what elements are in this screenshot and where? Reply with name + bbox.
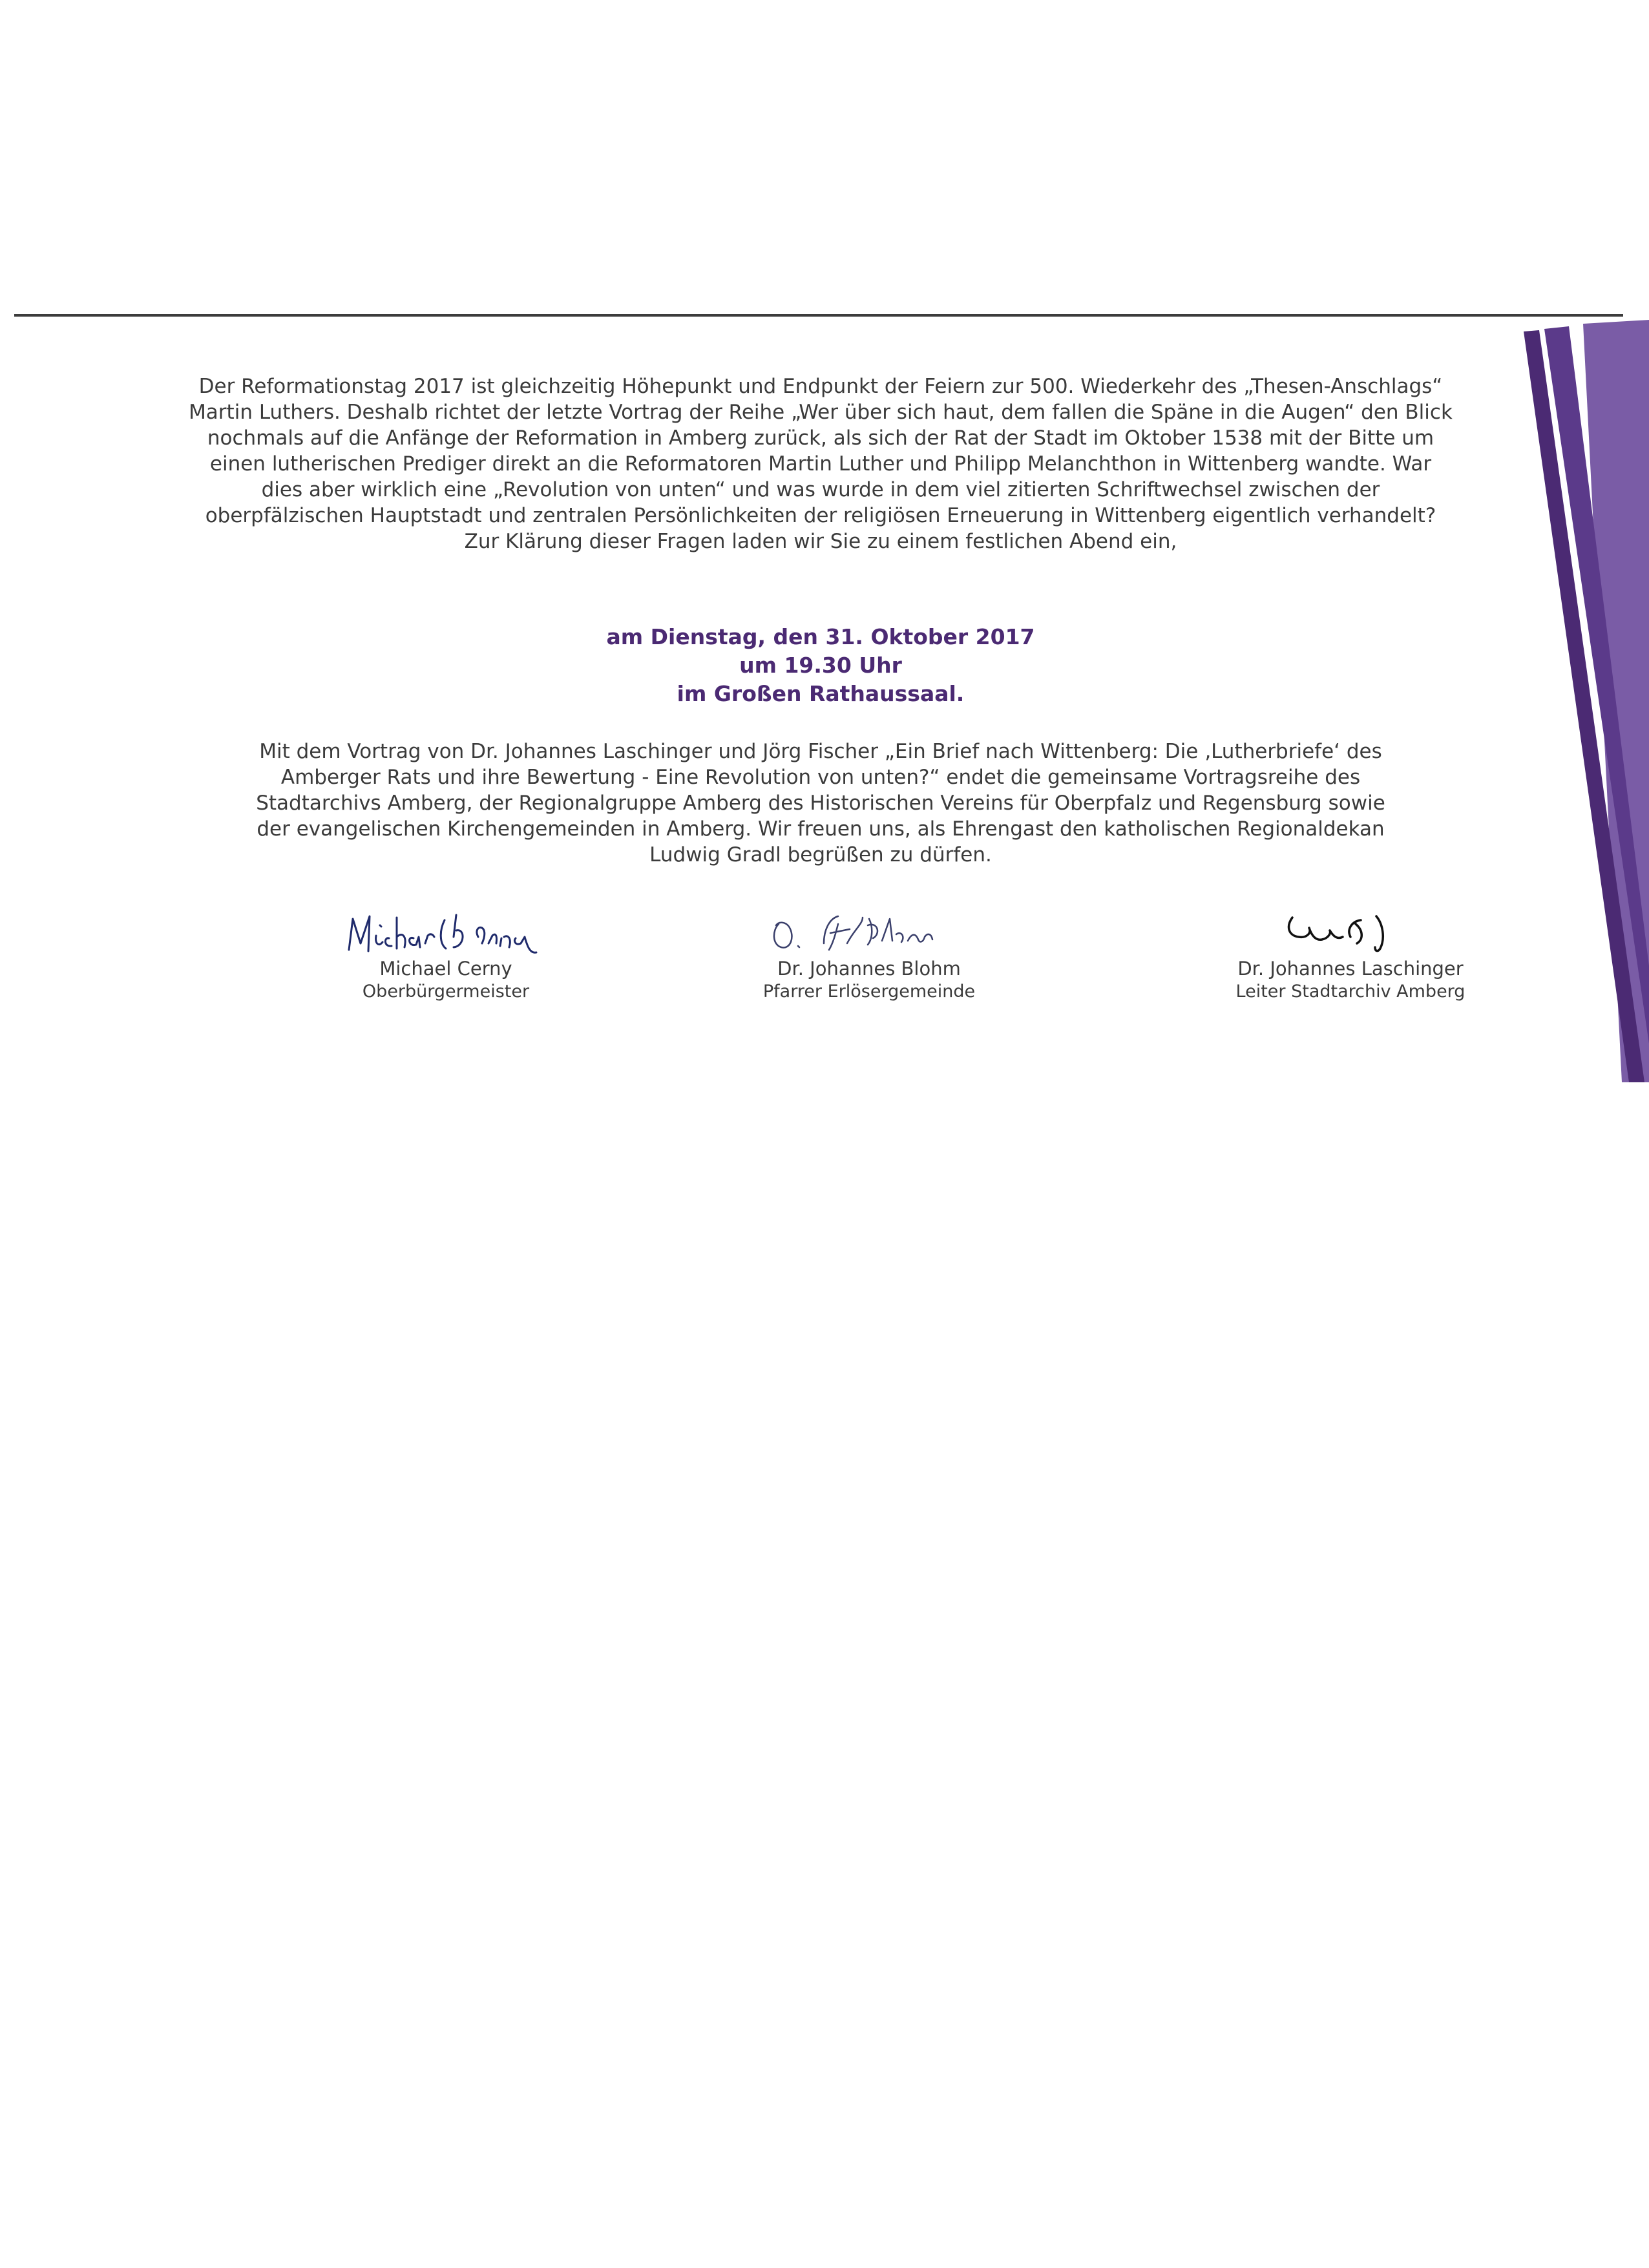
intro-line: Martin Luthers. Deshalb richtet der letzte Vortrag der Reihe „Wer über sich haut, dem fallen die Späne in die Augen“ den Blick: [189, 401, 1453, 424]
handwritten-signature: [342, 905, 549, 963]
event-time: um 19.30 Uhr: [739, 653, 902, 678]
top-rule: [14, 314, 1623, 317]
event-date: am Dienstag, den 31. Oktober 2017: [606, 624, 1035, 649]
handwritten-signature: [1266, 905, 1434, 963]
outro-line: Stadtarchivs Amberg, der Regionalgruppe Amberg des Historischen Vereins für Oberpfalz und Regensburg sowie: [256, 792, 1385, 815]
event-details: [388, 623, 1254, 708]
signer-role: Leiter Stadtarchiv Amberg: [1235, 982, 1465, 1002]
outro-line: Ludwig Gradl begrüßen zu dürfen.: [649, 843, 992, 866]
signer-johannes-blohm: [708, 905, 1031, 1004]
signer-name: Dr. Johannes Laschinger: [1237, 958, 1464, 980]
outro-line: der evangelischen Kirchengemeinden in Amberg. Wir freuen uns, als Ehrengast den katholischen Regionaldekan: [257, 817, 1385, 841]
intro-line: oberpfälzischen Hauptstadt und zentralen Persönlichkeiten der religiösen Erneuerung in Wittenberg eigentlich verhandelt?: [205, 504, 1436, 527]
intro-line: dies aber wirklich eine „Revolution von unten“ und was wurde in dem viel zitierten Schriftwechsel zwischen der: [261, 478, 1380, 501]
handwritten-signature: [753, 905, 985, 963]
intro-line: Zur Klärung dieser Fragen laden wir Sie zu einem festlichen Abend ein,: [464, 530, 1177, 553]
outro-line: Amberger Rats und ihre Bewertung - Eine Revolution von unten?“ endet die gemeinsame Vortragsreihe des: [280, 766, 1361, 789]
intro-line: Der Reformationstag 2017 ist gleichzeitig Höhepunkt und Endpunkt der Feiern zur 500. Wiederkehr des „Thesen-Anschlags“: [198, 375, 1443, 398]
outro-paragraph: [129, 739, 1512, 868]
intro-paragraph: [129, 373, 1512, 554]
signer-name: Dr. Johannes Blohm: [777, 958, 961, 980]
intro-line: einen lutherischen Prediger direkt an die Reformatoren Martin Luther und Philipp Melanchthon in Wittenberg wandte. War: [209, 452, 1432, 476]
signer-johannes-laschinger: [1189, 905, 1512, 1004]
signer-role: Pfarrer Erlösergemeinde: [762, 982, 976, 1002]
event-place: im Großen Rathaussaal.: [677, 681, 965, 706]
signer-role: Oberbürgermeister: [362, 982, 530, 1002]
signer-michael-cerny: [284, 905, 607, 1004]
intro-line: nochmals auf die Anfänge der Reformation in Amberg zurück, als sich der Rat der Stadt im Oktober 1538 mit der Bitte um: [207, 426, 1434, 450]
signer-name: Michael Cerny: [379, 958, 512, 980]
outro-line: Mit dem Vortrag von Dr. Johannes Laschinger und Jörg Fischer „Ein Brief nach Wittenberg: Die ‚Lutherbriefe‘ des: [259, 740, 1382, 763]
